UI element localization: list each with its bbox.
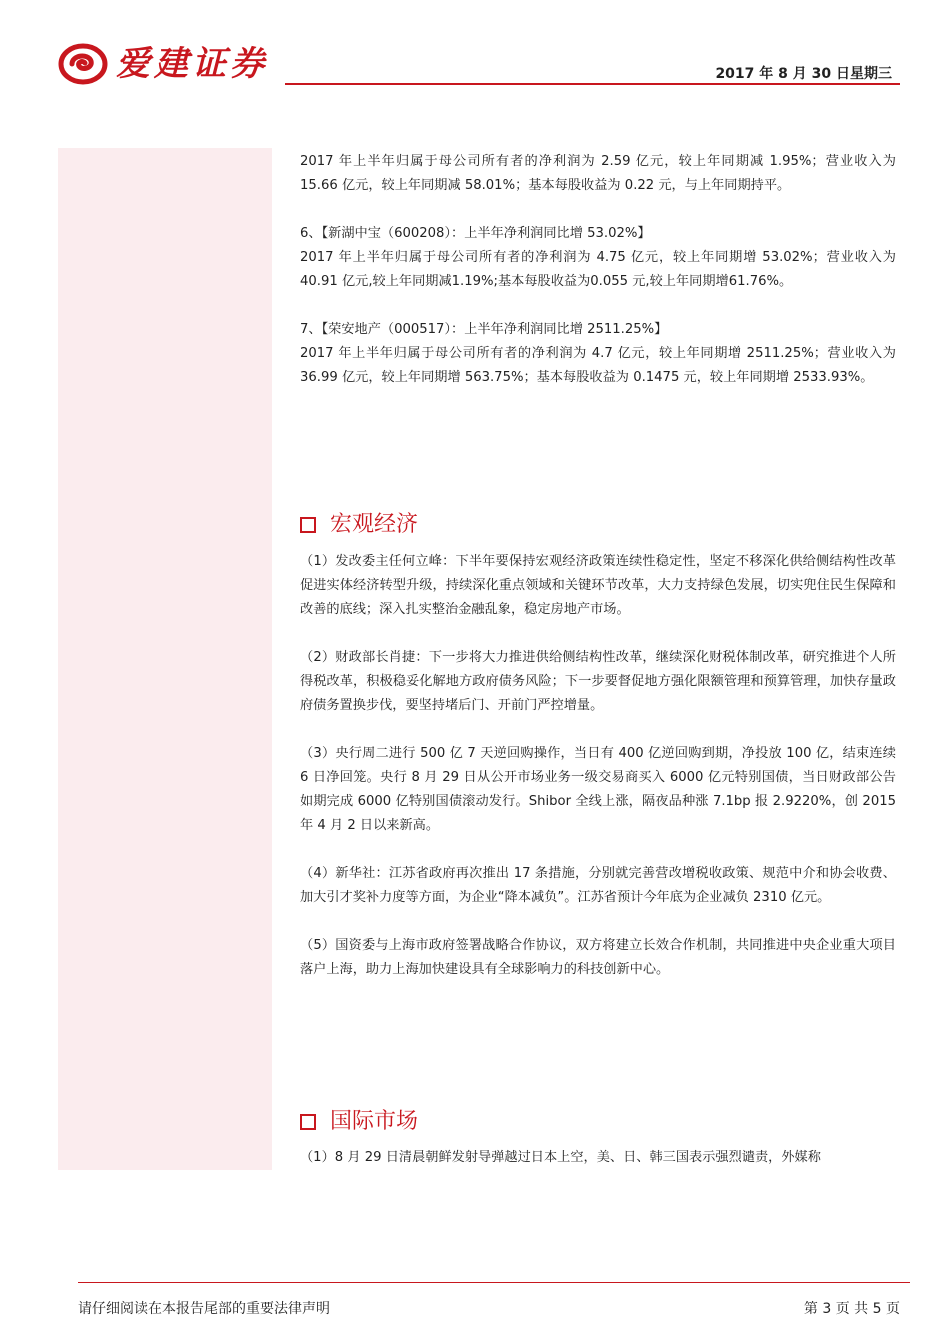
left-sidebar-panel bbox=[58, 148, 272, 1170]
earnings-item-6-body: 2017 年上半年归属于母公司所有者的净利润为 4.75 亿元，较上年同期增 53.02%；营业收入为40.91 亿元,较上年同期减1.19%;基本每股收益为0.055 元,较上年同期增61.76%。 bbox=[300, 250, 896, 289]
logo-icon bbox=[58, 42, 108, 86]
international-paragraph-1: （1）8 月 29 日清晨朝鲜发射导弹越过日本上空，美、日、韩三国表示强烈谴责，外媒称 bbox=[300, 1150, 821, 1165]
page-number: 第 3 页 共 5 页 bbox=[803, 1301, 900, 1317]
macro-paragraphs bbox=[300, 550, 896, 982]
section-heading-macro bbox=[300, 510, 418, 540]
macro-paragraph-3: （3）央行周二进行 500 亿 7 天逆回购操作，当日有 400 亿逆回购到期，净投放 100 亿，结束连续 6 日净回笼。央行 8 月 29 日从公开市场业务一级交易商买入 6000 亿元特别国债，当日财政部公告如期完成 6000 亿特别国债滚动发行。Shibor 全线上涨，隔夜品种涨 7.1bp 报 2.9220%，创 2015 年 4 月 2 日以来新高。 bbox=[300, 746, 896, 833]
earnings-item-7-body: 2017 年上半年归属于母公司所有者的净利润为 4.7 亿元，较上年同期增 2511.25%；营业收入为 36.99 亿元，较上年同期增 563.75%；基本每股收益为 0.1475 元，较上年同期增 2533.93%。 bbox=[300, 346, 896, 385]
earnings-item-7-title: 7、【荣安地产（000517）：上半年净利润同比增 2511.25%】 bbox=[300, 322, 668, 337]
section-title-international: 国际市场 bbox=[330, 1109, 419, 1134]
page-header bbox=[0, 0, 950, 90]
checkbox-bullet-icon bbox=[300, 1114, 316, 1130]
checkbox-bullet-icon bbox=[300, 517, 316, 533]
macro-paragraph-5: （5）国资委与上海市政府签署战略合作协议，双方将建立长效合作机制，共同推进中央企业重大项目落户上海，助力上海加快建设具有全球影响力的科技创新中心。 bbox=[300, 938, 896, 977]
earnings-item-6-title: 6、【新湖中宝（600208）：上半年净利润同比增 53.02%】 bbox=[300, 226, 651, 241]
legal-notice: 请仔细阅读在本报告尾部的重要法律声明 bbox=[78, 1301, 330, 1317]
macro-paragraph-2: （2）财政部长肖捷：下一步将大力推进供给侧结构性改革，继续深化财税体制改革，研究推进个人所得税改革，积极稳妥化解地方政府债务风险；下一步要督促地方强化限额管理和预算管理，加快存量政府债务置换步伐，要坚持堵后门、开前门严控增量。 bbox=[300, 650, 896, 713]
section-title-macro: 宏观经济 bbox=[330, 512, 419, 537]
earnings-item-5-body: 2017 年上半年归属于母公司所有者的净利润为 2.59 亿元，较上年同期减 1.95%；营业收入为 15.66 亿元，较上年同期减 58.01%；基本每股收益为 0.22 元，与上年同期持平。 bbox=[300, 154, 896, 193]
section-heading-international bbox=[300, 1107, 418, 1137]
report-date: 2017 年 8 月 30 日星期三 bbox=[715, 66, 892, 82]
logo-text: 爱建证券 bbox=[116, 44, 268, 84]
macro-paragraph-4: （4）新华社：江苏省政府再次推出 17 条措施，分别就完善营改增税收政策、规范中介和协会收费、加大引才奖补力度等方面，为企业“降本减负”。江苏省预计今年底为企业减负 2310 亿元。 bbox=[300, 866, 896, 905]
earnings-section bbox=[300, 150, 896, 390]
header-divider bbox=[285, 83, 900, 85]
footer-divider bbox=[78, 1282, 910, 1283]
macro-paragraph-1: （1）发改委主任何立峰：下半年要保持宏观经济政策连续性稳定性，坚定不移深化供给侧结构性改革促进实体经济转型升级，持续深化重点领域和关键环节改革，大力支持绿色发展，切实兜住民生保障和改善的底线；深入扎实整治金融乱象，稳定房地产市场。 bbox=[300, 554, 896, 617]
company-logo bbox=[58, 42, 268, 86]
international-paragraphs bbox=[300, 1146, 896, 1170]
